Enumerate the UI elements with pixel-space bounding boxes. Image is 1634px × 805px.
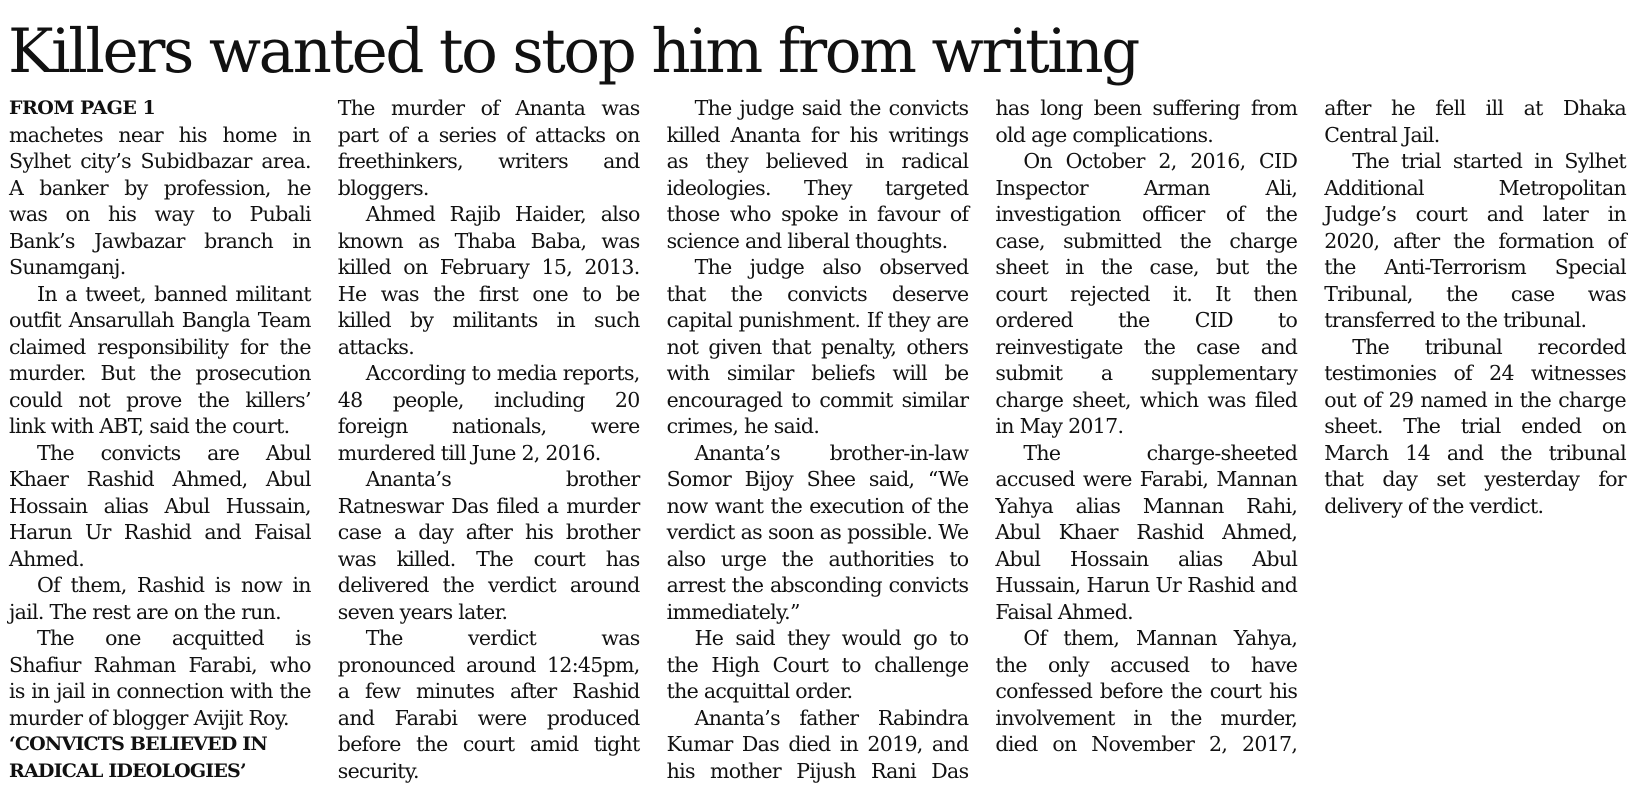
article-paragraph: The tribunal recorded testimonies of 24 witnesses out of 29 named in the charge sheet. The trial ended on March 14 and the tribunal that day set yesterday for delivery of the verdict. (1324, 334, 1626, 518)
from-page-kicker: FROM PAGE 1 (9, 97, 156, 119)
article-paragraph: The one acquitted is Shafiur Rahman Farabi, who is in jail in connection with the murder of blogger Avijit Roy. (9, 626, 311, 730)
article-body (9, 95, 1626, 803)
article-paragraph: According to media reports, 48 people, including 20 foreign nationals, were murdered till June 2, 2016. (337, 361, 640, 465)
headline: Killers wanted to stop him from writing (8, 16, 1138, 87)
article-paragraph: The verdict was pronounced around 12:45pm, a few minutes after Rashid and Farabi were produced before the court amid tight security. (337, 626, 640, 783)
article-paragraph: In a tweet, banned militant outfit Ansarullah Bangla Team claimed responsibility for the murder. But the prosecution could not prove the killers’ link with ABT, said the court. (9, 281, 311, 438)
section-subhead: ‘CONVICTS BELIEVED IN RADICAL IDEOLOGIES’ (9, 733, 267, 782)
article-paragraph: The trial started in Sylhet Additional Metropolitan Judge’s court and later in 2020, after the formation of the Anti-Terrorism Special Tribunal, the case was transferred to the tribunal. (1324, 149, 1626, 332)
article-paragraph: machetes near his home in Sylhet city’s Subidbazar area. A banker by profession, he was on his way to Pubali Bank’s Jawbazar branch in Sunamganj. (9, 122, 311, 279)
article-paragraph: He said they would go to the High Court to challenge the acquittal order. (666, 626, 969, 703)
article-paragraph: The charge-sheeted accused were Farabi, Mannan Yahya alias Mannan Rahi, Abul Khaer Rashid Ahmed, Abul Hossain alias Abul Hussain, Harun Ur Rashid and Faisal Ahmed. (995, 440, 1298, 624)
article-paragraph: The convicts are Abul Khaer Rashid Ahmed, Abul Hossain alias Abul Hussain, Harun Ur Rashid and Faisal Ahmed. (9, 440, 311, 571)
article-paragraph: Ahmed Rajib Haider, also known as Thaba Baba, was killed on February 15, 2013. He was the first one to be killed by militants in such attacks. (337, 202, 640, 359)
article-paragraph: Of them, Rashid is now in jail. The rest are on the run. (9, 573, 311, 624)
article-paragraph: On October 2, 2016, CID Inspector Arman Ali, investigation officer of the case, submitted the charge sheet in the case, but the court rejected it. It then ordered the CID to reinvestigate the case and submit a supplementary charge sheet, which was filed in May 2017. (995, 149, 1298, 438)
article-paragraph: The judge said the convicts killed Ananta for his writings as they believed in radical ideologies. They targeted those who spoke in favour of science and liberal thoughts. (666, 96, 969, 253)
article-paragraph: The murder of Ananta was part of a series of attacks on freethinkers, writers and bloggers. (337, 96, 640, 200)
article-paragraph: Ananta’s brother-in-law Somor Bijoy Shee said, “We now want the execution of the verdict as soon as possible. We also urge the authorities to arrest the absconding convicts immediately.” (666, 440, 969, 624)
article-paragraph: Ananta’s father Rabindra Kumar Das died in 2019, and his mother Pijush Rani Das has long been suffering from old age complications. (666, 96, 1298, 783)
article-paragraph: Of them, Mannan Yahya, the only accused to have confessed before the court his involvement in the murder, died on November 2, 2017, after he fell ill at Dhaka Central Jail. (995, 96, 1626, 756)
article-paragraph: Ananta’s brother Ratneswar Das filed a murder case a day after his brother was killed. The court has delivered the verdict around seven years later. (337, 467, 640, 624)
article-paragraph: The judge also observed that the convicts deserve capital punishment. If they are not given that penalty, others with similar beliefs will be encouraged to commit similar crimes, he said. (666, 255, 969, 438)
